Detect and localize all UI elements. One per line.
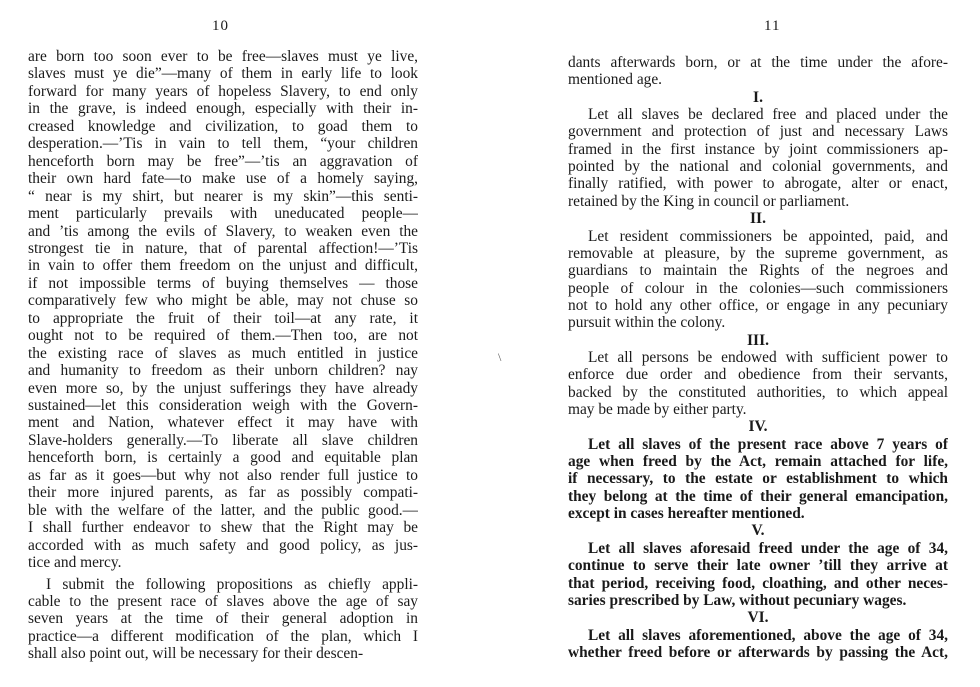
text-line: in vain to offer them freedom on the unjust and difficult, [28, 257, 418, 275]
text-line: Slave-holders generally.—To liberate all slave children [28, 431, 418, 449]
text-line: Let all slaves be declared free and placed under the [588, 106, 948, 124]
text-line: saries prescribed by Law, without pecuniary wages. [568, 591, 907, 609]
text-line: practice—a different modification of the plan, which I [28, 627, 418, 645]
text-line: whether freed before or afterwards by passing the Act, [568, 643, 948, 661]
text-line: continue to serve their late owner ’till they arrive at [568, 557, 948, 575]
text-line: Let all slaves of the present race above 7 years of [588, 435, 948, 453]
text-line: in the grave, is indeed enough, especially with their in- [28, 100, 418, 118]
text-line: Let resident commissioners be appointed, paid, and [588, 227, 948, 245]
text-line: henceforth born, is certainly a good and equitable plan [28, 449, 418, 467]
text-line: not to hold any other office, or engage in any pecuniary [568, 296, 948, 314]
section-numeral: I. [753, 88, 763, 106]
text-line: finally ratified, with power to abrogate, alter or enact, [568, 175, 948, 193]
text-line: even more so, by the unjust sufferings they have already [28, 379, 418, 397]
text-line: tice and mercy. [28, 554, 122, 572]
text-line: ble with the welfare of the latter, and the public good.— [28, 501, 418, 519]
text-line: dants afterwards born, or at the time under the afore- [568, 54, 948, 71]
text-line: may be made by either party. [568, 401, 747, 418]
text-line: accorded with as much safety and good policy, as jus- [28, 536, 418, 554]
text-line: are born too soon ever to be free—slaves must ye live, [28, 48, 418, 65]
text-line: pointed by the national and colonial governments, and [568, 158, 948, 176]
text-line: backed by the constituted authorities, to which appeal [568, 383, 948, 401]
text-line: their more injured parents, as far as possibly compati- [28, 484, 418, 502]
text-line: the existing race of slaves as much entitled in justice [28, 344, 418, 362]
right-page [490, 0, 980, 687]
text-line: cable to the present race of slaves above the age of say [28, 592, 418, 610]
text-line: ment particularly prevails with uneducated people— [28, 205, 418, 223]
text-line: retained by the King in council or parliament. [568, 192, 850, 210]
text-line: Let all slaves aforementioned, above the age of 34, [588, 626, 948, 644]
text-line: ment and Nation, whatever effect it may have with [28, 414, 418, 432]
text-line: to appropriate the fruit of their toil—at any rate, it [28, 309, 418, 327]
text-line: age when freed by the Act, remain attached for life, [568, 453, 948, 471]
text-line: sustained—let this consideration weigh with the Govern- [28, 397, 418, 414]
text-line: pursuit within the colony. [568, 314, 726, 332]
text-line: if not impossible terms of buying themselves — those [28, 274, 418, 292]
text-line: and ’tis among the evils of Slavery, to weaken even the [28, 222, 418, 240]
text-line: as far as it goes—but why not also render full justice to [28, 466, 418, 484]
section-numeral: VI. [747, 609, 769, 627]
text-line: guardians to maintain the Rights of the negroes and [568, 262, 948, 280]
text-line: people of colour in the colonies—such commissioners [568, 279, 948, 297]
text-line: their own hard fate—to make use of a homely saying, [28, 170, 418, 188]
text-line: and humanity to freedom as their unborn children? nay [28, 362, 418, 380]
section-numeral: V. [751, 522, 765, 540]
gutter-mark: \ [498, 350, 502, 364]
section-numeral: IV. [748, 418, 768, 436]
text-line: mentioned age. [568, 71, 663, 89]
text-line: I shall further endeavor to shew that the Right may be [28, 519, 418, 537]
text-line: Let all persons be endowed with sufficient power to [588, 348, 948, 366]
text-line: framed in the first instance by joint commissioners ap- [568, 140, 948, 158]
text-line: creased knowledge and civilization, to goad them to [28, 117, 418, 135]
text-line: enforce due order and obedience from their servants, [568, 366, 948, 384]
text-line: comparatively few who might be able, may not chuse so [28, 292, 418, 310]
page-number-right: 11 [764, 18, 781, 34]
text-line: that period, receiving food, cloathing, and other neces- [568, 574, 948, 592]
text-line: removable at pleasure, by the supreme government, as [568, 244, 948, 262]
text-line: henceforth born may be free”—’tis an aggravation of [28, 152, 418, 170]
text-line: I submit the following propositions as chiefly appli- [46, 575, 418, 593]
text-line: if necessary, to the estate or establishment to which [568, 470, 948, 488]
section-numeral: II. [750, 210, 766, 228]
text-line: government and protection of just and necessary Laws [568, 123, 948, 141]
text-line: desperation.—’Tis in vain to tell them, “your children [28, 135, 418, 153]
text-line: forward for many years of hopeless Slavery, to end only [28, 82, 418, 100]
text-line: strongest tie in nature, that of parental affection!—’Tis [28, 239, 418, 257]
text-line: Let all slaves aforesaid freed under the age of 34, [588, 539, 948, 557]
text-line: “ near is my shirt, but nearer is my skin”—this senti- [28, 187, 418, 205]
text-line: they belong at the time of their general emancipation, [568, 487, 948, 505]
text-line: slaves must ye die”—many of them in early life to look [28, 65, 418, 83]
text-line: ought not to be required of them.—Then too, are not [28, 327, 418, 345]
page-number-left: 10 [212, 18, 229, 34]
text-line: shall also point out, will be necessary for their descen- [28, 645, 364, 663]
text-line: except in cases hereafter mentioned. [568, 505, 805, 523]
text-line: seven years at the time of their general adoption in [28, 610, 418, 628]
section-numeral: III. [747, 331, 769, 349]
